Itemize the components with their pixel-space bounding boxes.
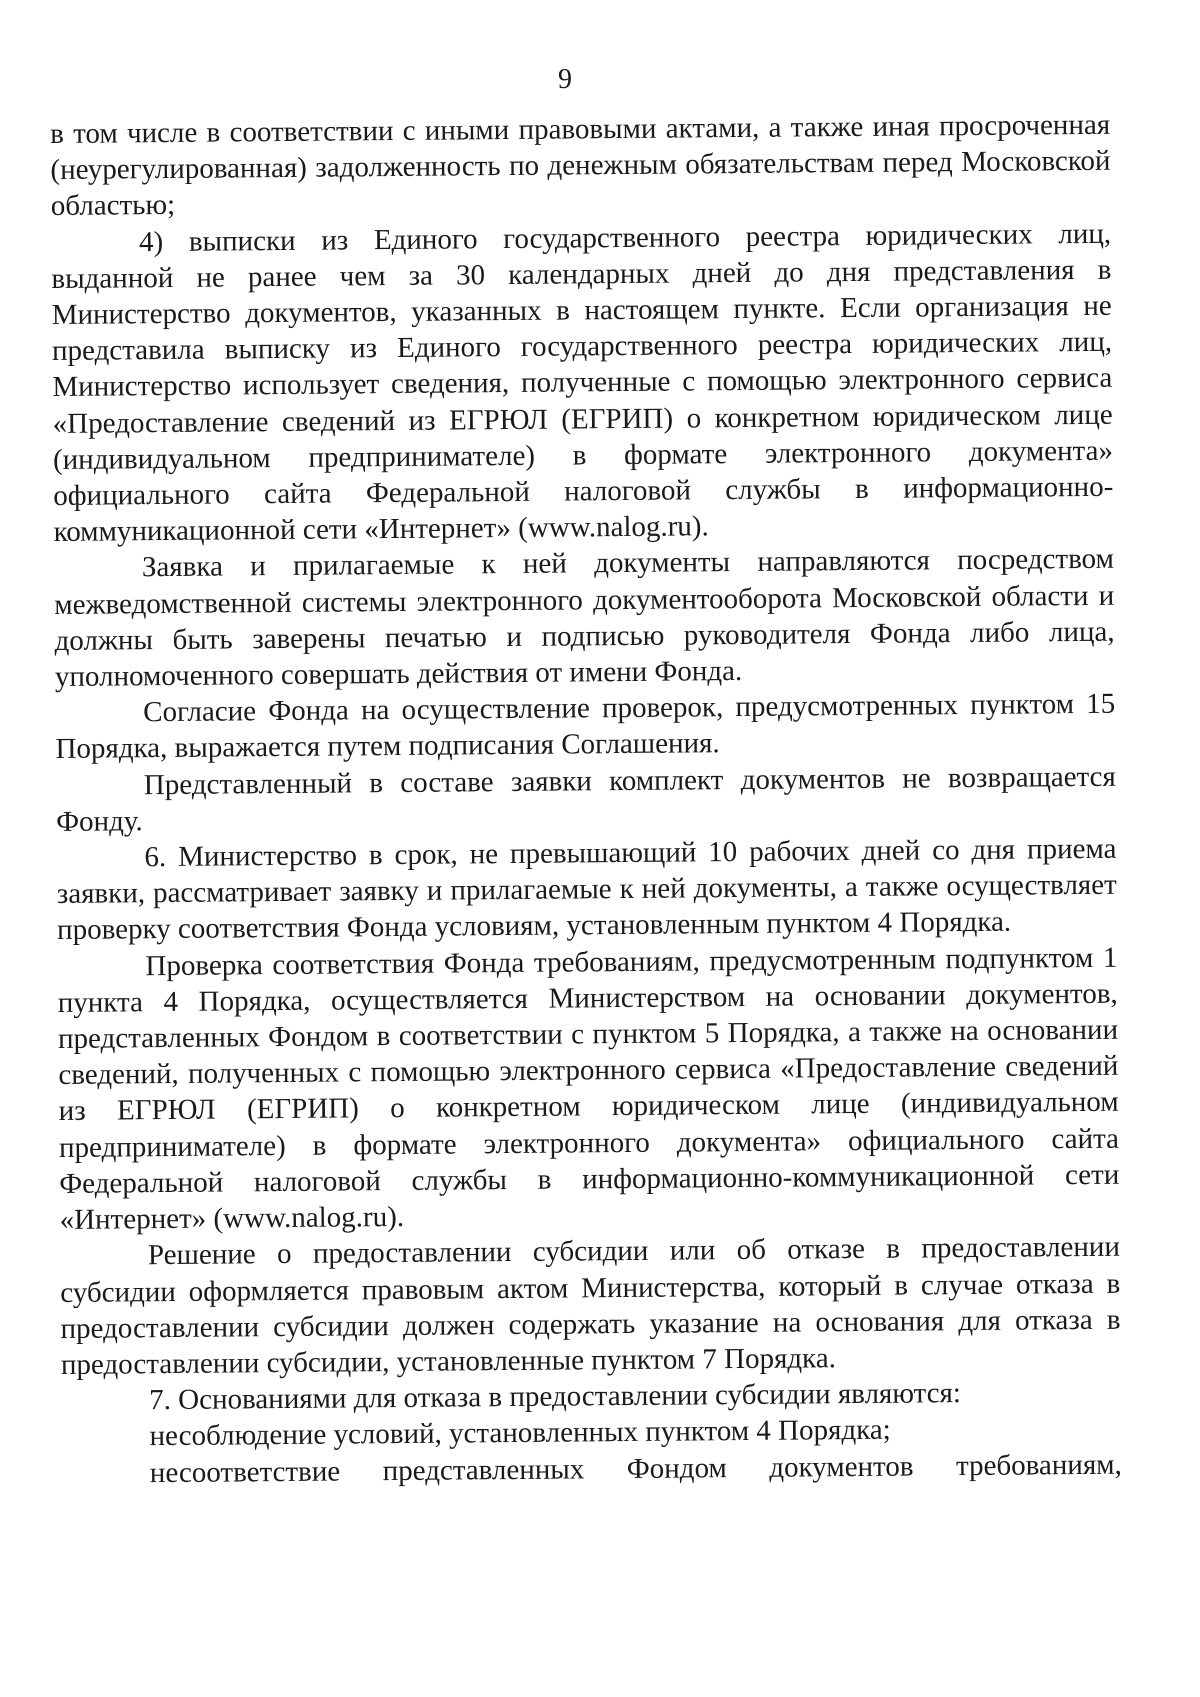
- paragraph-mismatch: несоответствие представленных Фондом документов требованиям,: [149, 1448, 1122, 1489]
- paragraph-non-compliance: несоблюдение условий, установленных пунктом 4 Порядка;: [149, 1414, 891, 1453]
- paragraph-compliance-check: Проверка соответствия Фонда требованиям, предусмотренным подпунктом 1 пункта 4 Порядка, осуществляется Министерством на основании документов, представленных Фондом в соответствии с пунктом 5 Порядка, а также на основании сведений, полученных с помощью электронного сервиса «Предоставление сведений из ЕГРЮЛ (ЕГРИП) о конкретном юридическом лице (индивидуальном предпринимателе) в формате электронного документа» официального сайта Федеральной налоговой службы в информационно-коммуникационной сети «Интернет» (www.nalog.ru).: [57, 941, 1120, 1237]
- paragraph-item-7: 7. Основаниями для отказа в предоставлении субсидии являются:: [149, 1377, 962, 1417]
- page-number: 9: [558, 64, 572, 95]
- paragraph-submission-method: Заявка и прилагаемые к ней документы направляются посредством межведомственной системы электронного документооборота Московской области и должны быть заверены печатью и подписью руководителя Фонда либо лица, уполномоченного совершать действия от имени Фонда.: [54, 543, 1115, 694]
- paragraph-not-returned: Представленный в составе заявки комплект документов не возвращается Фонду.: [56, 760, 1116, 838]
- paragraph-consent: Согласие Фонда на осуществление проверок, предусмотренных пунктом 15 Порядка, выражается путем подписания Соглашения.: [55, 687, 1116, 766]
- paragraph-decision: Решение о предоставлении субсидии или об отказе в предоставлении субсидии оформляется правовым актом Министерства, который в случае отказа в предоставлении субсидии должен содержать указание на основания для отказа в предоставлении субсидии, установленные пунктом 7 Порядка.: [60, 1231, 1121, 1381]
- document-body: [50, 107, 1122, 1492]
- paragraph-egrul-extract: 4) выписки из Единого государственного реестра юридических лиц, выданной не ранее чем за 30 календарных дней до дня представления в Министерство документов, указанных в настоящем пункте. Если организация не представила выписку из Единого государственного реестра юридических лиц, Министерство использует сведения, полученные с помощью электронного сервиса «Предоставление сведений из ЕГРЮЛ (ЕГРИП) о конкретном юридическом лице (индивидуальном предпринимателе) в формате электронного документа» официального сайта Федеральной налоговой службы в информационно-коммуникационной сети «Интернет» (www.nalog.ru).: [51, 217, 1114, 549]
- paragraph-debt-continuation: в том числе в соответствии с иными правовыми актами, а также иная просроченная (неурегулированная) задолженность по денежным обязательствам перед Московской областью;: [50, 108, 1111, 223]
- paragraph-item-6: 6. Министерство в срок, не превышающий 10 рабочих дней со дня приема заявки, рассматривает заявку и прилагаемые к ней документы, а также осуществляет проверку соответствия Фонда условиям, установленным пунктом 4 Порядка.: [56, 832, 1117, 947]
